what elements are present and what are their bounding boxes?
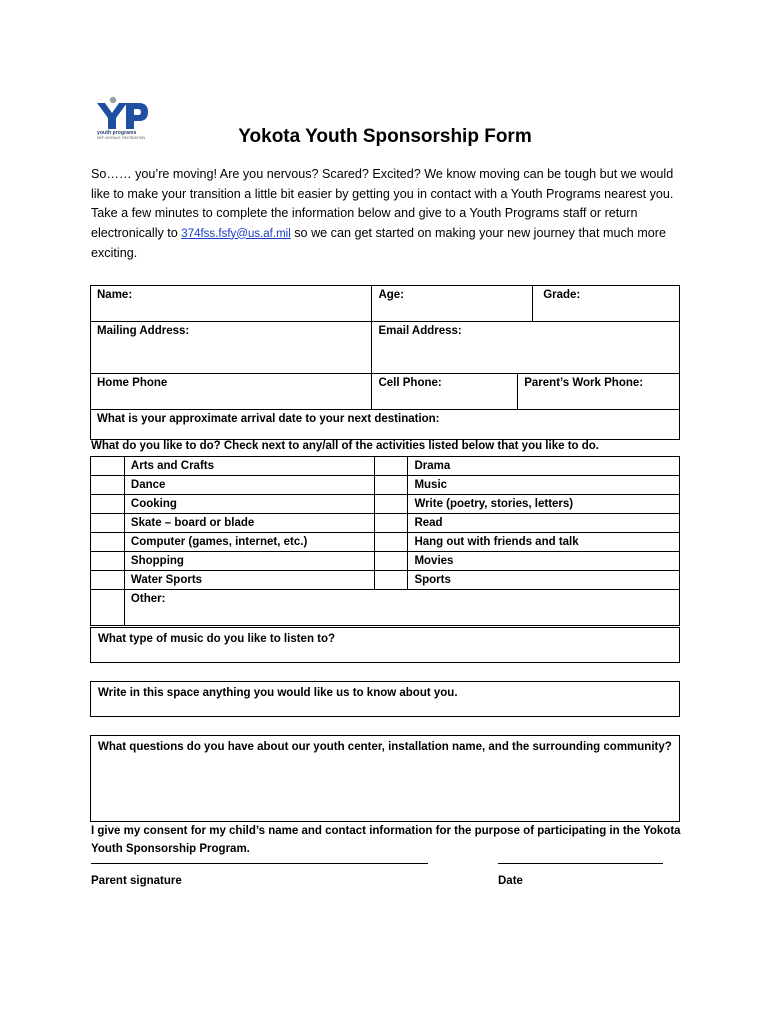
parent-work-phone-field[interactable]: Parent’s Work Phone: — [518, 374, 680, 410]
activity-row — [91, 571, 680, 590]
activity-row — [91, 457, 680, 476]
activity-label: Arts and Crafts — [124, 457, 374, 476]
mailing-address-field[interactable]: Mailing Address: — [91, 322, 372, 374]
activity-label: Movies — [408, 552, 680, 571]
activity-label: Skate – board or blade — [124, 514, 374, 533]
activity-row — [91, 552, 680, 571]
activity-label: Sports — [408, 571, 680, 590]
activity-checkbox[interactable] — [91, 552, 125, 571]
activities-table — [90, 456, 680, 626]
activity-checkbox[interactable] — [374, 514, 408, 533]
activity-label: Water Sports — [124, 571, 374, 590]
grade-field[interactable]: Grade: — [533, 286, 680, 322]
activity-label: Read — [408, 514, 680, 533]
parent-signature-line[interactable] — [91, 863, 428, 864]
activity-checkbox[interactable] — [91, 476, 125, 495]
activity-checkbox[interactable] — [91, 457, 125, 476]
activity-checkbox[interactable] — [374, 476, 408, 495]
activity-checkbox[interactable] — [374, 552, 408, 571]
email-link[interactable]: 374fss.fsfy@us.af.mil — [181, 227, 291, 240]
activity-checkbox[interactable] — [374, 495, 408, 514]
activities-prompt: What do you like to do? Check next to any/all of the activities listed below that you like to do. — [91, 440, 599, 452]
intro-text-before: So…… you’re moving! Are you nervous? Scared? Excited? We know moving can be tough but we would like to make your transition a little bit easier by getting you in contact with a Youth Programs nearest you. Take a few minutes to complete the information below and give to a Youth Programs staff or return electronically to — [91, 167, 674, 240]
activity-row — [91, 514, 680, 533]
activity-other-row — [91, 590, 680, 626]
about-you-box[interactable] — [90, 681, 680, 717]
info-table — [90, 285, 680, 440]
form-title: Yokota Youth Sponsorship Form — [238, 126, 532, 147]
intro-paragraph — [91, 165, 676, 264]
activity-other-field[interactable]: Other: — [124, 590, 679, 626]
activity-label: Write (poetry, stories, letters) — [408, 495, 680, 514]
activity-label: Music — [408, 476, 680, 495]
activity-checkbox[interactable] — [91, 571, 125, 590]
activity-label: Computer (games, internet, etc.) — [124, 533, 374, 552]
music-question-box[interactable] — [90, 627, 680, 663]
logo-subcaption: DEF. MORALE, RECREATION — [97, 136, 145, 140]
activity-checkbox[interactable] — [374, 533, 408, 552]
activity-label: Dance — [124, 476, 374, 495]
activity-checkbox[interactable] — [91, 533, 125, 552]
activity-label: Shopping — [124, 552, 374, 571]
activity-row — [91, 476, 680, 495]
youth-center-questions-box[interactable] — [90, 735, 680, 822]
activity-checkbox[interactable] — [374, 457, 408, 476]
about-you-question: Write in this space anything you would like us to know about you. — [98, 687, 458, 699]
arrival-date-field[interactable]: What is your approximate arrival date to your next destination: — [91, 410, 680, 440]
activity-row — [91, 533, 680, 552]
activity-checkbox[interactable] — [374, 571, 408, 590]
name-field[interactable]: Name: — [91, 286, 372, 322]
intro-text-after: so we can get started on making your new journey that much more exciting. — [91, 225, 666, 260]
date-line[interactable] — [498, 863, 663, 864]
activity-row — [91, 495, 680, 514]
email-address-field[interactable]: Email Address: — [372, 322, 680, 374]
parent-signature-label: Parent signature — [91, 875, 182, 887]
cell-phone-field[interactable]: Cell Phone: — [372, 374, 518, 410]
age-field[interactable]: Age: — [372, 286, 533, 322]
activity-checkbox[interactable] — [91, 495, 125, 514]
activity-other-checkbox[interactable] — [91, 590, 125, 626]
youth-center-question: What questions do you have about our youth center, installation name, and the surrounding community? — [98, 741, 672, 753]
consent-statement: I give my consent for my child’s name and contact information for the purpose of participating in the Yokota Youth Sponsorship Program. — [91, 825, 681, 855]
music-question: What type of music do you like to listen to? — [98, 633, 336, 645]
activity-label: Hang out with friends and talk — [408, 533, 680, 552]
activity-label: Drama — [408, 457, 680, 476]
logo-caption: youth programs — [97, 130, 137, 136]
activity-checkbox[interactable] — [91, 514, 125, 533]
date-label: Date — [498, 875, 523, 887]
activity-label: Cooking — [124, 495, 374, 514]
home-phone-field[interactable]: Home Phone — [91, 374, 372, 410]
